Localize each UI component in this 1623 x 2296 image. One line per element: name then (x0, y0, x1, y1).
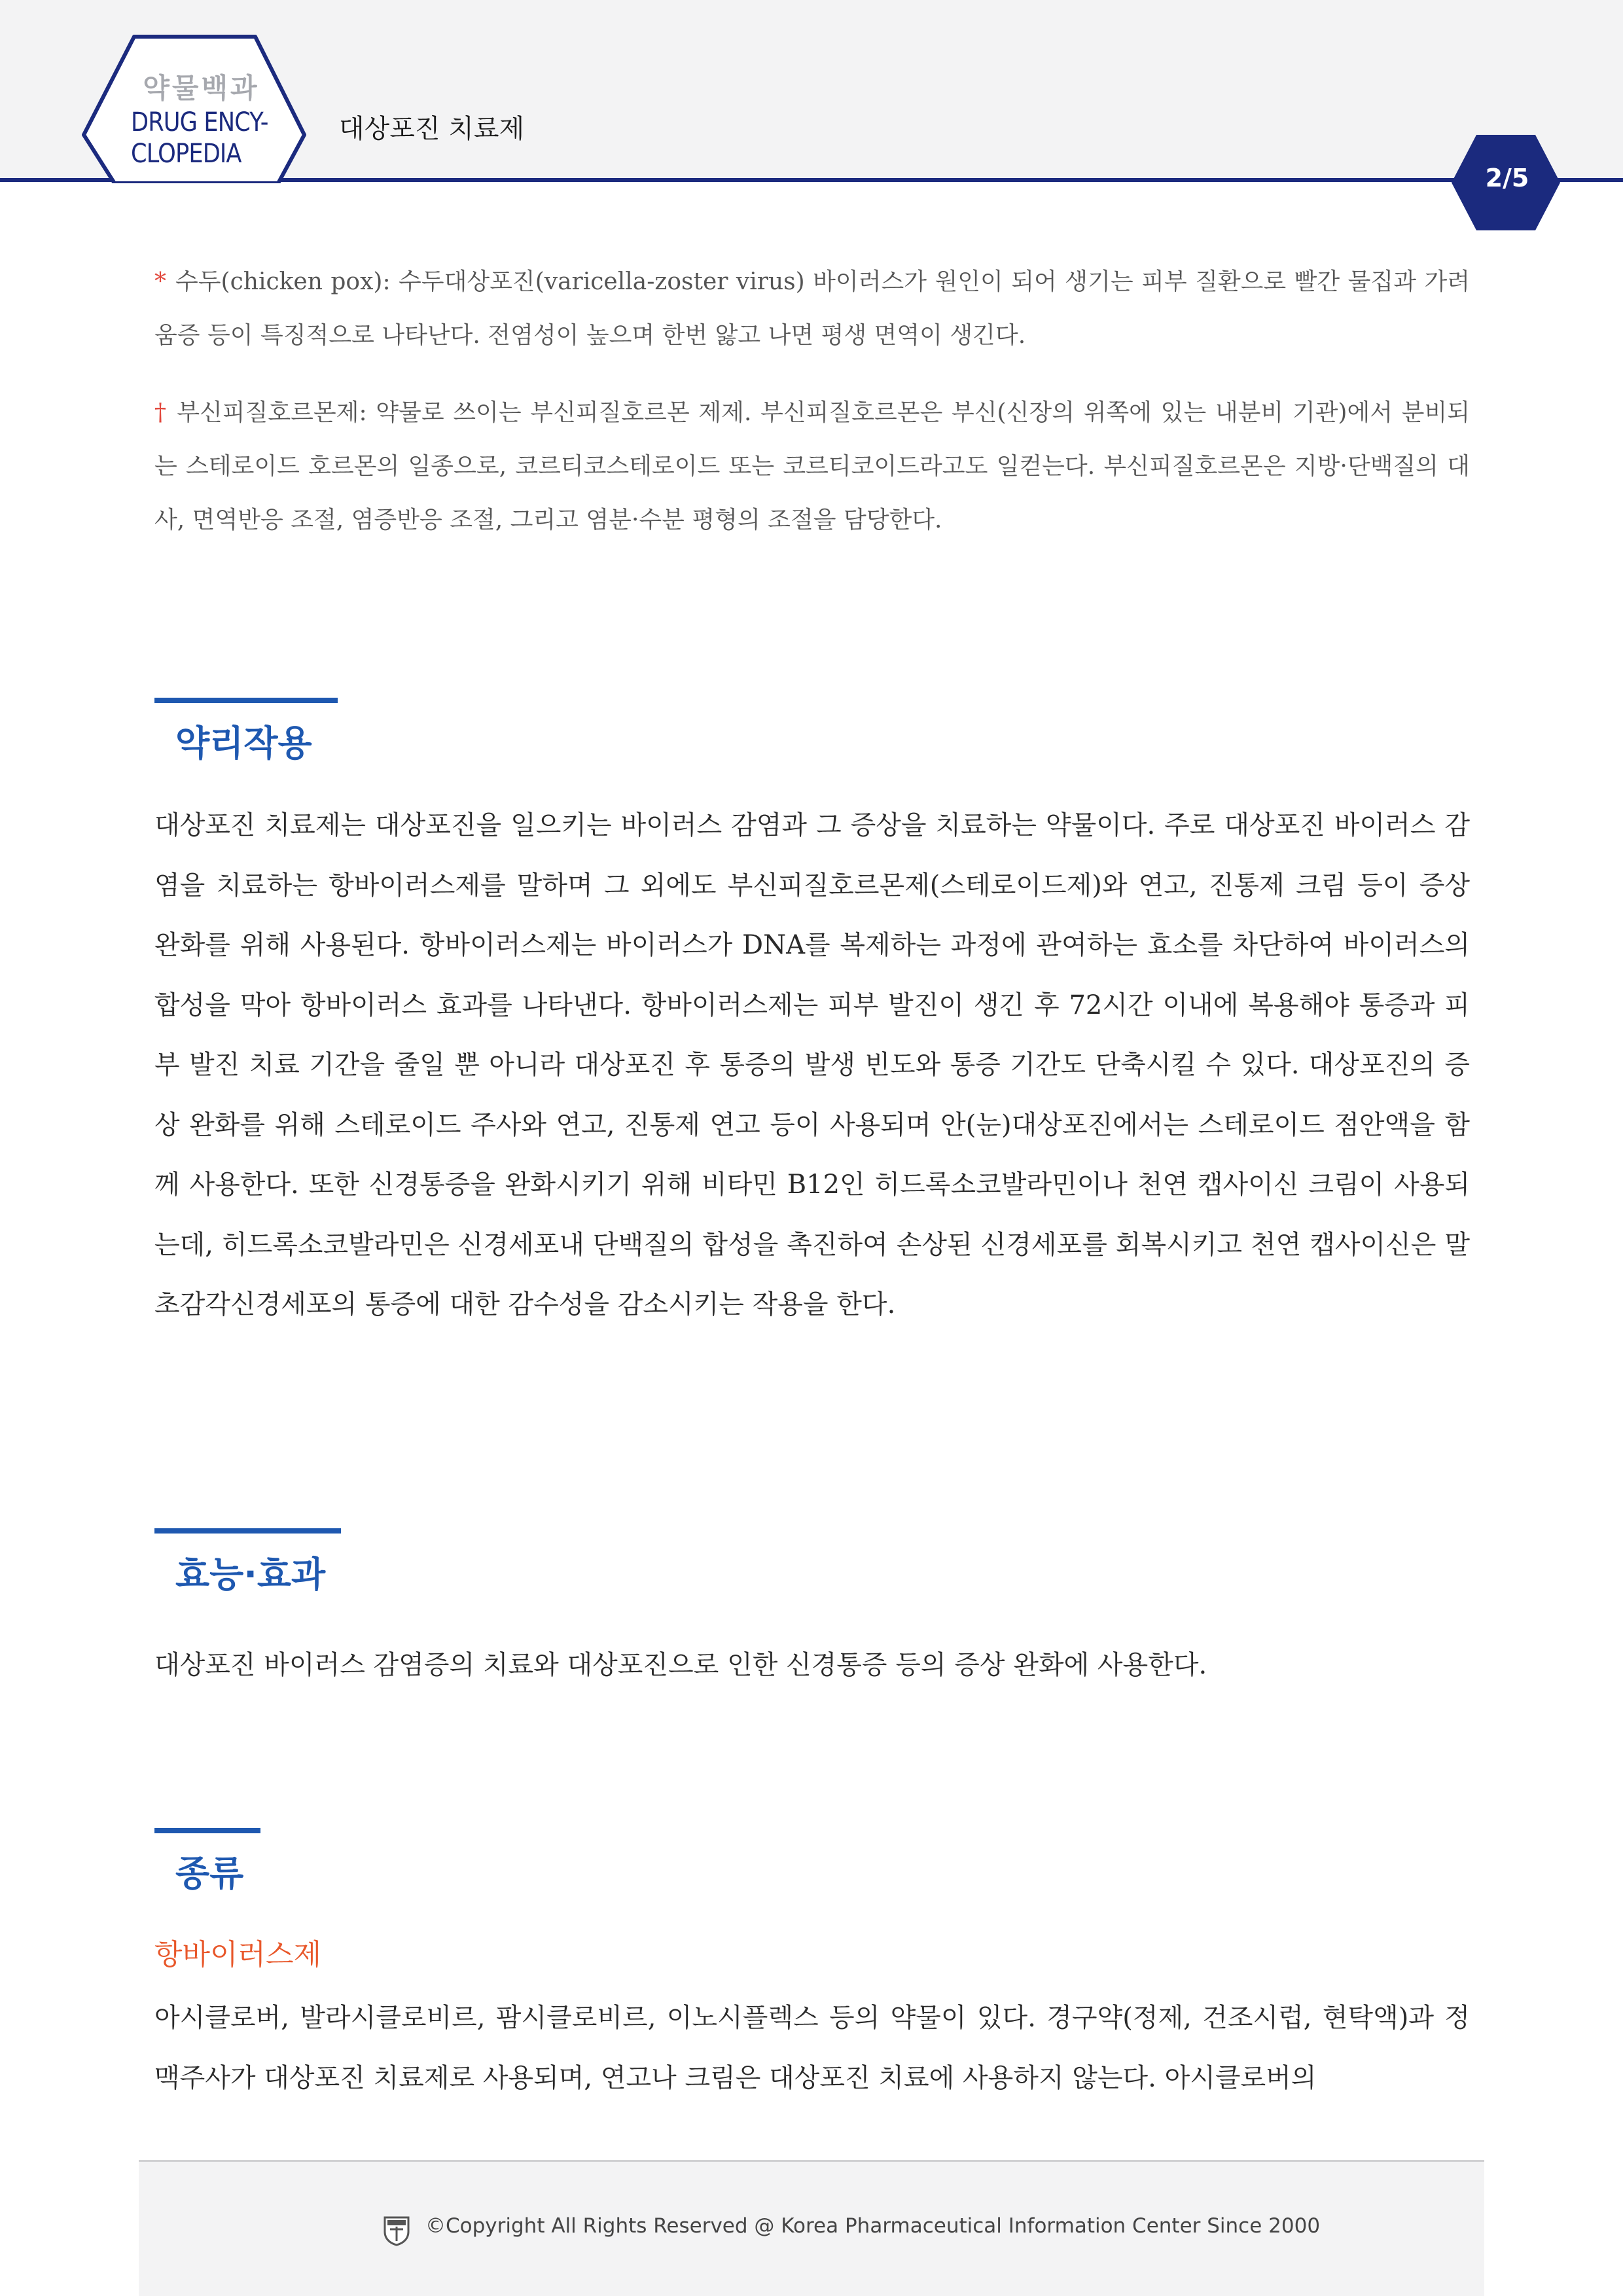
footnote-text: 부신피질호르몬제: 약물로 쓰이는 부신피질호르몬 제제. 부신피질호르몬은 부신(신장의 위쪽에 있는 내분비 기관)에서 분비되는 스테로이드 호르몬의 일종으로, 코르티코스테로이드 또는 코르티코이드라고도 일컫는다. 부신피질호르몬은 지방·단백질의 대사, 면역반응 조절, 염증반응 조절, 그리고 염분·수분 평형의 조절을 담당한다. (154, 399, 1471, 533)
section-bar-pharmacology (154, 698, 338, 703)
section-title-types: 종류 (175, 1853, 244, 1894)
footer-copyright: ©Copyright All Rights Reserved @ Korea Pharmaceutical Information Center Since 2000 (425, 2214, 1321, 2238)
section-bar-efficacy (154, 1528, 341, 1534)
section-title-efficacy: 효능·효과 (175, 1554, 326, 1595)
section-bar-types (154, 1828, 260, 1833)
document-title: 대상포진 치료제 (339, 114, 525, 144)
efficacy-paragraph: 대상포진 바이러스 감염증의 치료와 대상포진으로 인한 신경통증 등의 증상 완화에 사용한다. (154, 1650, 1207, 1680)
logo-english-line-2: CLOPEDIA (131, 139, 241, 169)
kpic-emblem-icon (382, 2215, 411, 2246)
footnote-corticosteroid (154, 386, 1470, 547)
section-title-pharmacology: 약리작용 (175, 723, 312, 764)
footnote-chickenpox (154, 255, 1470, 363)
pharmacology-paragraph: 대상포진 치료제는 대상포진을 일으키는 바이러스 감염과 그 증상을 치료하는 약물이다. 주로 대상포진 바이러스 감염을 치료하는 항바이러스제를 말하며 그 외에도 부신피질호르몬제(스테로이드제)와 연고, 진통제 크림 등이 증상 완화를 위해 사용된다. 항바이러스제는 바이러스가 DNA를 복제하는 과정에 관여하는 효소를 차단하여 바이러스의 합성을 막아 항바이러스 효과를 나타낸다. 항바이러스제는 피부 발진이 생긴 후 72시간 이내에 복용해야 통증과 피부 발진 치료 기간을 줄일 뿐 아니라 대상포진 후 통증의 발생 빈도와 통증 기간도 단축시킬 수 있다. 대상포진의 증상 완화를 위해 스테로이드 주사와 연고, 진통제 연고 등이 사용되며 안(눈)대상포진에서는 스테로이드 점안액을 함께 사용한다. 또한 신경통증을 완화시키기 위해 비타민 B12인 히드록소코발라민이나 천연 캡사이신 크림이 사용되는데, 히드록소코발라민은 신경세포내 단백질의 합성을 촉진하여 손상된 신경세포를 회복시키고 천연 캡사이신은 말초감각신경세포의 통증에 대한 감수성을 감소시키는 작용을 한다. (154, 810, 1470, 1319)
logo-english-line-1: DRUG ENCY- (131, 107, 268, 137)
logo-korean-name: 약물백과 (143, 72, 260, 104)
footnote-text: 수두(chicken pox): 수두대상포진(varicella-zoster virus) 바이러스가 원인이 되어 생기는 피부 질환으로 빨간 물집과 가려움증 등이 특징적으로 나타난다. 전염성이 높으며 한번 앓고 나면 평생 면역이 생긴다. (154, 268, 1470, 349)
page-indicator: 2/5 (1485, 164, 1529, 192)
types-paragraph: 아시클로버, 발라시클로비르, 팜시클로비르, 이노시플렉스 등의 약물이 있다. 경구약(정제, 건조시럽, 현탁액)과 정맥주사가 대상포진 치료제로 사용되며, 연고나 크림은 대상포진 치료에 사용하지 않는다. 아시클로버의 (154, 2003, 1470, 2093)
footnote-asterisk: * (154, 268, 166, 295)
footnote-dagger: † (154, 399, 168, 426)
subsection-title-antiviral: 항바이러스제 (154, 1938, 322, 1971)
